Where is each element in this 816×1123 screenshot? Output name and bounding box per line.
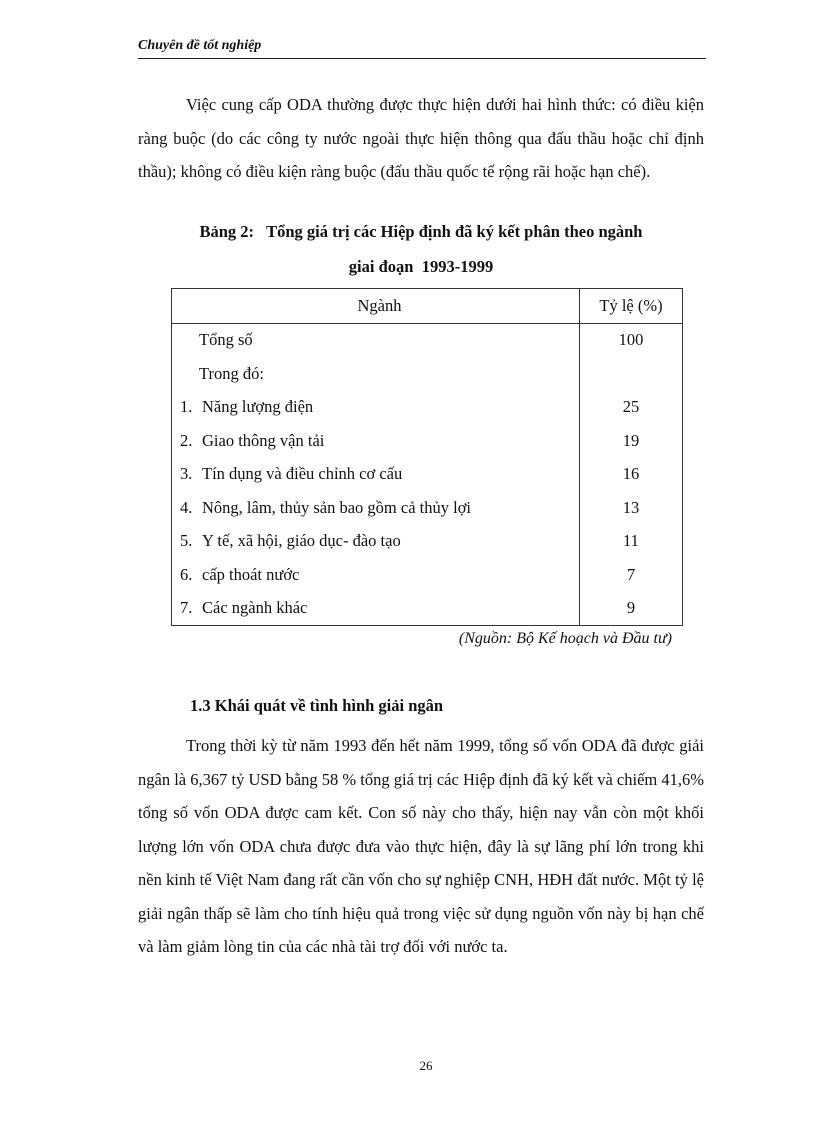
table-title-line-2: giai đoạn 1993-1999 <box>348 257 494 276</box>
table-row-total <box>172 323 683 357</box>
sector-table <box>171 288 683 626</box>
row-value: 25 <box>622 397 640 417</box>
row-number: 4. <box>180 497 193 517</box>
table-row <box>172 491 683 525</box>
table-source: (Nguồn: Bộ Kế hoạch và Đầu tư) <box>458 630 672 647</box>
section-heading: 1.3 Khái quát về tình hình giải ngân <box>190 696 444 715</box>
table-title-line-1: Bảng 2: Tổng giá trị các Hiệp định đã ký kết phân theo ngành <box>199 222 643 241</box>
row-value: 7 <box>626 564 636 584</box>
row-label: Giao thông vận tải <box>202 430 325 450</box>
row-value: 19 <box>622 430 640 450</box>
table-header-row <box>172 289 683 324</box>
row-number: 2. <box>180 430 193 450</box>
table-row <box>172 525 683 559</box>
page-number: 26 <box>419 1058 433 1073</box>
row-number: 3. <box>180 464 193 484</box>
row-number: 7. <box>180 598 193 618</box>
total-label: Tổng số <box>172 323 580 357</box>
table-row-of-which <box>172 357 683 391</box>
table-row <box>172 424 683 458</box>
row-number: 6. <box>180 564 193 584</box>
row-number: 1. <box>180 397 193 417</box>
table-row <box>172 458 683 492</box>
header-divider <box>138 58 706 59</box>
table-row <box>172 558 683 592</box>
row-label: Năng lượng điện <box>202 397 314 417</box>
row-label: Y tế, xã hội, giáo dục- đào tạo <box>202 531 401 551</box>
intro-paragraph: Việc cung cấp ODA thường được thực hiện dưới hai hình thức: có điều kiện ràng buộc (do các công ty nước ngoài thực hiện thông qua đấu thầu hoặc chỉ định thầu); không có điều kiện ràng buộc (đấu thầu quốc tế rộng rãi hoặc hạn chế). <box>138 95 704 181</box>
row-value: 16 <box>622 464 640 484</box>
row-label: Tín dụng và điều chỉnh cơ cấu <box>202 464 403 484</box>
section-paragraph: Trong thời kỳ từ năm 1993 đến hết năm 1999, tổng số vốn ODA đã được giải ngân là 6,367 tỷ USD bằng 58 % tổng giá trị các Hiệp định đã ký kết và chiếm 41,6% tổng số vốn ODA được cam kết. Con số này cho thấy, hiện nay vẫn còn một khối lượng lớn vốn ODA chưa được đưa vào thực hiện, đây là sự lãng phí lớn trong khi nền kinh tế Việt Nam đang rất cần vốn cho sự nghiệp CNH, HĐH đất nước. Một tỷ lệ giải ngân thấp sẽ làm cho tính hiệu quả trong việc sử dụng nguồn vốn này bị hạn chế và làm giảm lòng tin của các nhà tài trợ đối với nước ta. <box>138 736 704 956</box>
column-header-sector: Ngành <box>172 289 580 324</box>
page-header: Chuyên đề tốt nghiệp <box>138 38 262 53</box>
column-header-percent: Tỷ lệ (%) <box>580 289 683 324</box>
row-number: 5. <box>180 531 193 551</box>
row-label: Nông, lâm, thủy sản bao gồm cả thủy lợi <box>202 497 472 517</box>
row-label: Các ngành khác <box>202 598 308 618</box>
table-row <box>172 391 683 425</box>
total-value: 100 <box>618 330 644 350</box>
row-value: 11 <box>623 531 639 551</box>
row-value: 13 <box>622 497 640 517</box>
table-row <box>172 592 683 626</box>
row-label: cấp thoát nước <box>202 564 300 584</box>
row-value: 9 <box>626 598 636 618</box>
of-which-label: Trong đó: <box>172 357 580 391</box>
